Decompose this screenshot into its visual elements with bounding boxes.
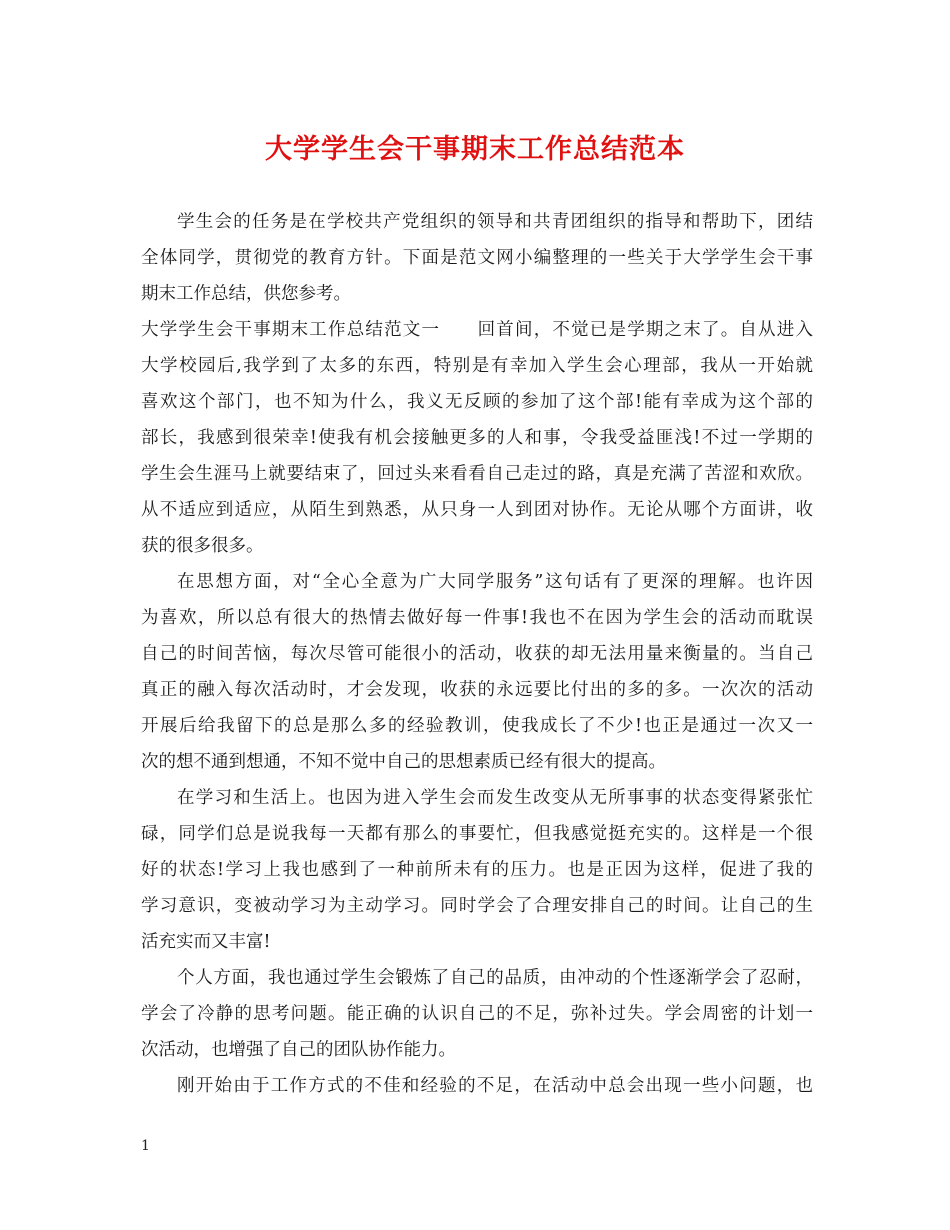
paragraph-line: 在思想方面，对“全心全意为广大同学服务”这句话有了更深的理解。也许因: [177, 572, 813, 592]
paragraph-line: 次活动，也增强了自己的团队协作能力。: [141, 1040, 456, 1060]
paragraph-line: 喜欢这个部门，也不知为什么，我义无反顾的参加了这个部!能有幸成为这个部的: [141, 392, 813, 412]
paragraph-line: 全体同学，贯彻党的教育方针。下面是范文网小编整理的一些关于大学学生会干事: [141, 248, 813, 268]
paragraph-line: 为喜欢，所以总有很大的热情去做好每一件事!我也不在因为学生会的活动而耽误: [141, 608, 813, 628]
paragraph-line: 碌，同学们总是说我每一天都有那么的事要忙，但我感觉挺充实的。这样是一个很: [141, 824, 813, 844]
paragraph-line: 开展后给我留下的总是那么多的经验教训，使我成长了不少!也正是通过一次又一: [141, 716, 813, 736]
paragraph-line: 期末工作总结，供您参考。: [141, 284, 351, 304]
paragraph-line: 从不适应到适应，从陌生到熟悉，从只身一人到团对协作。无论从哪个方面讲，收: [141, 500, 813, 520]
paragraph-line: 学生会生涯马上就要结束了，回过头来看看自己走过的路，真是充满了苦涩和欢欣。: [141, 464, 813, 484]
paragraph-line: 在学习和生活上。也因为进入学生会而发生改变从无所事事的状态变得紧张忙: [177, 788, 813, 808]
paragraph-line: 学会了冷静的思考问题。能正确的认识自己的不足，弥补过失。学会周密的计划一: [141, 1004, 813, 1024]
paragraph-line: 大学学生会干事期末工作总结范文一 回首间，不觉已是学期之末了。自从进入: [141, 320, 813, 340]
paragraph-line: 学习意识，变被动学习为主动学习。同时学会了合理安排自己的时间。让自己的生: [141, 896, 813, 916]
paragraph-line: 自己的时间苦恼，每次尽管可能很小的活动，收获的却无法用量来衡量的。当自己: [141, 644, 813, 664]
paragraph-line: 刚开始由于工作方式的不佳和经验的不足，在活动中总会出现一些小问题，也: [177, 1076, 813, 1096]
document-body: [141, 204, 813, 1104]
paragraph-line: 大学校园后,我学到了太多的东西，特别是有幸加入学生会心理部，我从一开始就: [141, 356, 813, 376]
paragraph-line: 次的想不通到想通，不知不觉中自己的思想素质已经有很大的提高。: [141, 752, 666, 772]
document-title: 大学学生会干事期末工作总结范本: [265, 134, 685, 165]
paragraph-line: 获的很多很多。: [141, 536, 264, 556]
page-number: 1: [141, 1138, 150, 1154]
paragraph-line: 活充实而又丰富!: [141, 932, 271, 952]
paragraph-line: 个人方面，我也通过学生会锻炼了自己的品质，由冲动的个性逐渐学会了忍耐，: [177, 968, 813, 988]
paragraph-line: 学生会的任务是在学校共产党组织的领导和共青团组织的指导和帮助下，团结: [177, 212, 813, 232]
paragraph-line: 真正的融入每次活动时，才会发现，收获的永远要比付出的多的多。一次次的活动: [141, 680, 813, 700]
paragraph-line: 好的状态!学习上我也感到了一种前所未有的压力。也是正因为这样，促进了我的: [141, 860, 813, 880]
paragraph-line: 部长，我感到很荣幸!使我有机会接触更多的人和事，令我受益匪浅!不过一学期的: [141, 428, 813, 448]
